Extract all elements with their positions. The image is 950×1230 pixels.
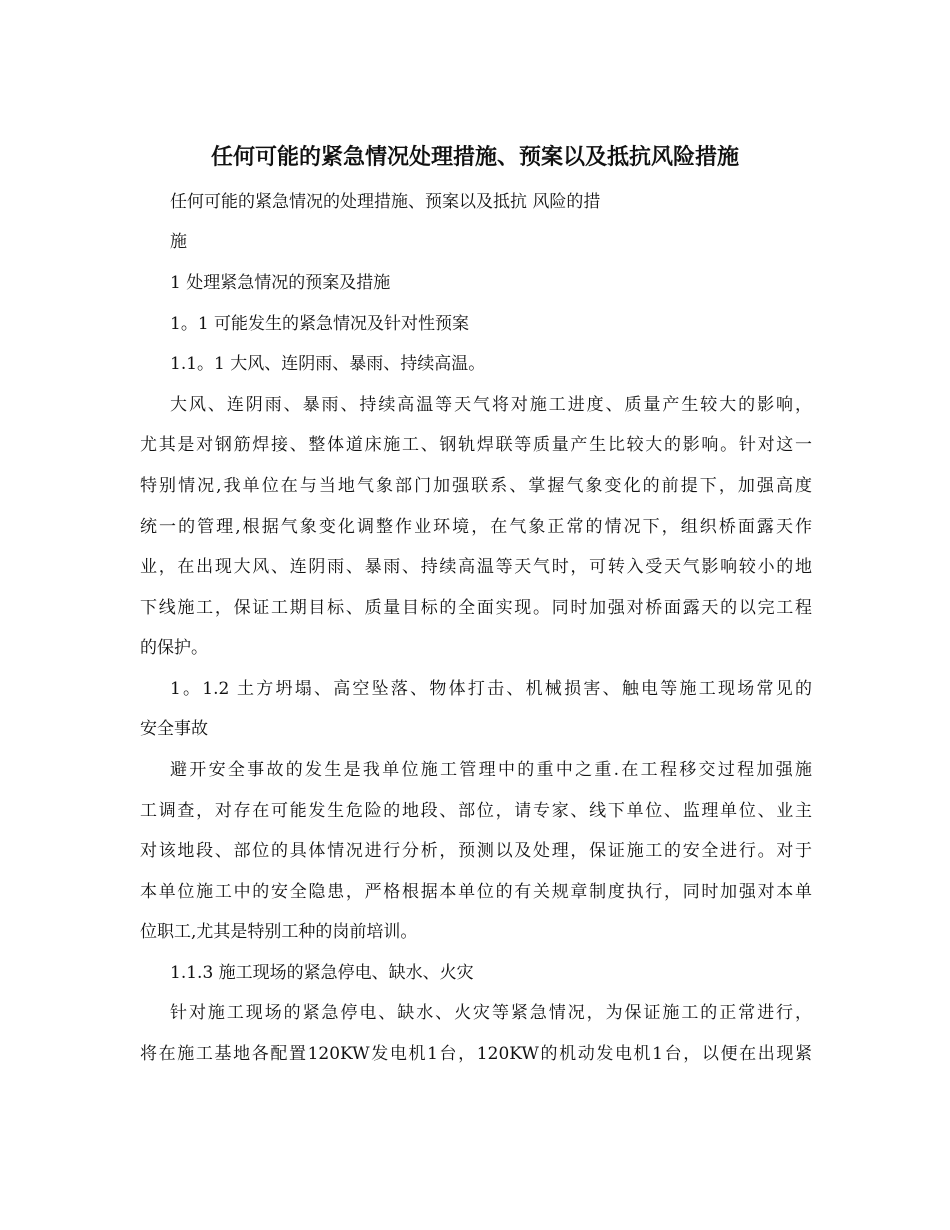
text-line: 工调查，对存在可能发生危险的地段、部位，请专家、线下单位、监理单位、业主 [140,801,812,821]
text-line: 业，在出现大风、连阴雨、暴雨、持续高温等天气时，可转入受天气影响较小的地 [140,557,812,577]
text-line: 施 [170,232,187,252]
text-line: 下线施工，保证工期目标、质量目标的全面实现。同时加强对桥面露天的以完工程 [140,598,812,618]
text-line: 本单位施工中的安全隐患，严格根据本单位的有关规章制度执行，同时加强对本单 [140,882,812,902]
text-line: 的保护。 [140,638,208,658]
text-line: 避开安全事故的发生是我单位施工管理中的重中之重.在工程移交过程加强施 [170,760,812,780]
section-heading: 1.1。1 大风、连阴雨、暴雨、持续高温。 [170,354,486,374]
section-heading: 1。1 可能发生的紧急情况及针对性预案 [170,314,470,334]
text-line: 任何可能的紧急情况的处理措施、预案以及抵抗 风险的措 [170,192,601,212]
section-heading: 1.1.3 施工现场的紧急停电、缺水、火灾 [170,963,474,983]
document-title: 任何可能的紧急情况处理措施、预案以及抵抗风险措施 [210,145,739,170]
text-line: 针对施工现场的紧急停电、缺水、火灾等紧急情况，为保证施工的正常进行， [170,1003,812,1023]
text-line: 将在施工基地各配置120KW发电机1台，120KW的机动发电机1台，以便在出现紧 [140,1044,812,1064]
text-line: 位职工,尤其是特别工种的岗前培训。 [140,922,418,942]
section-heading: 1 处理紧急情况的预案及措施 [170,273,391,293]
text-line: 对该地段、部位的具体情况进行分析，预测以及处理，保证施工的安全进行。对于 [140,841,812,861]
section-heading: 1。1.2 土方坍塌、高空坠落、物体打击、机械损害、触电等施工现场常见的 [170,679,812,699]
section-heading: 安全事故 [140,719,208,739]
text-line: 特别情况,我单位在与当地气象部门加强联系、掌握气象变化的前提下，加强高度 [140,476,812,496]
text-line: 统一的管理,根据气象变化调整作业环境，在气象正常的情况下，组织桥面露天作 [140,517,812,537]
text-line: 尤其是对钢筋焊接、整体道床施工、钢轨焊联等质量产生比较大的影响。针对这一 [140,435,812,455]
text-line: 大风、连阴雨、暴雨、持续高温等天气将对施工进度、质量产生较大的影响， [170,395,812,415]
